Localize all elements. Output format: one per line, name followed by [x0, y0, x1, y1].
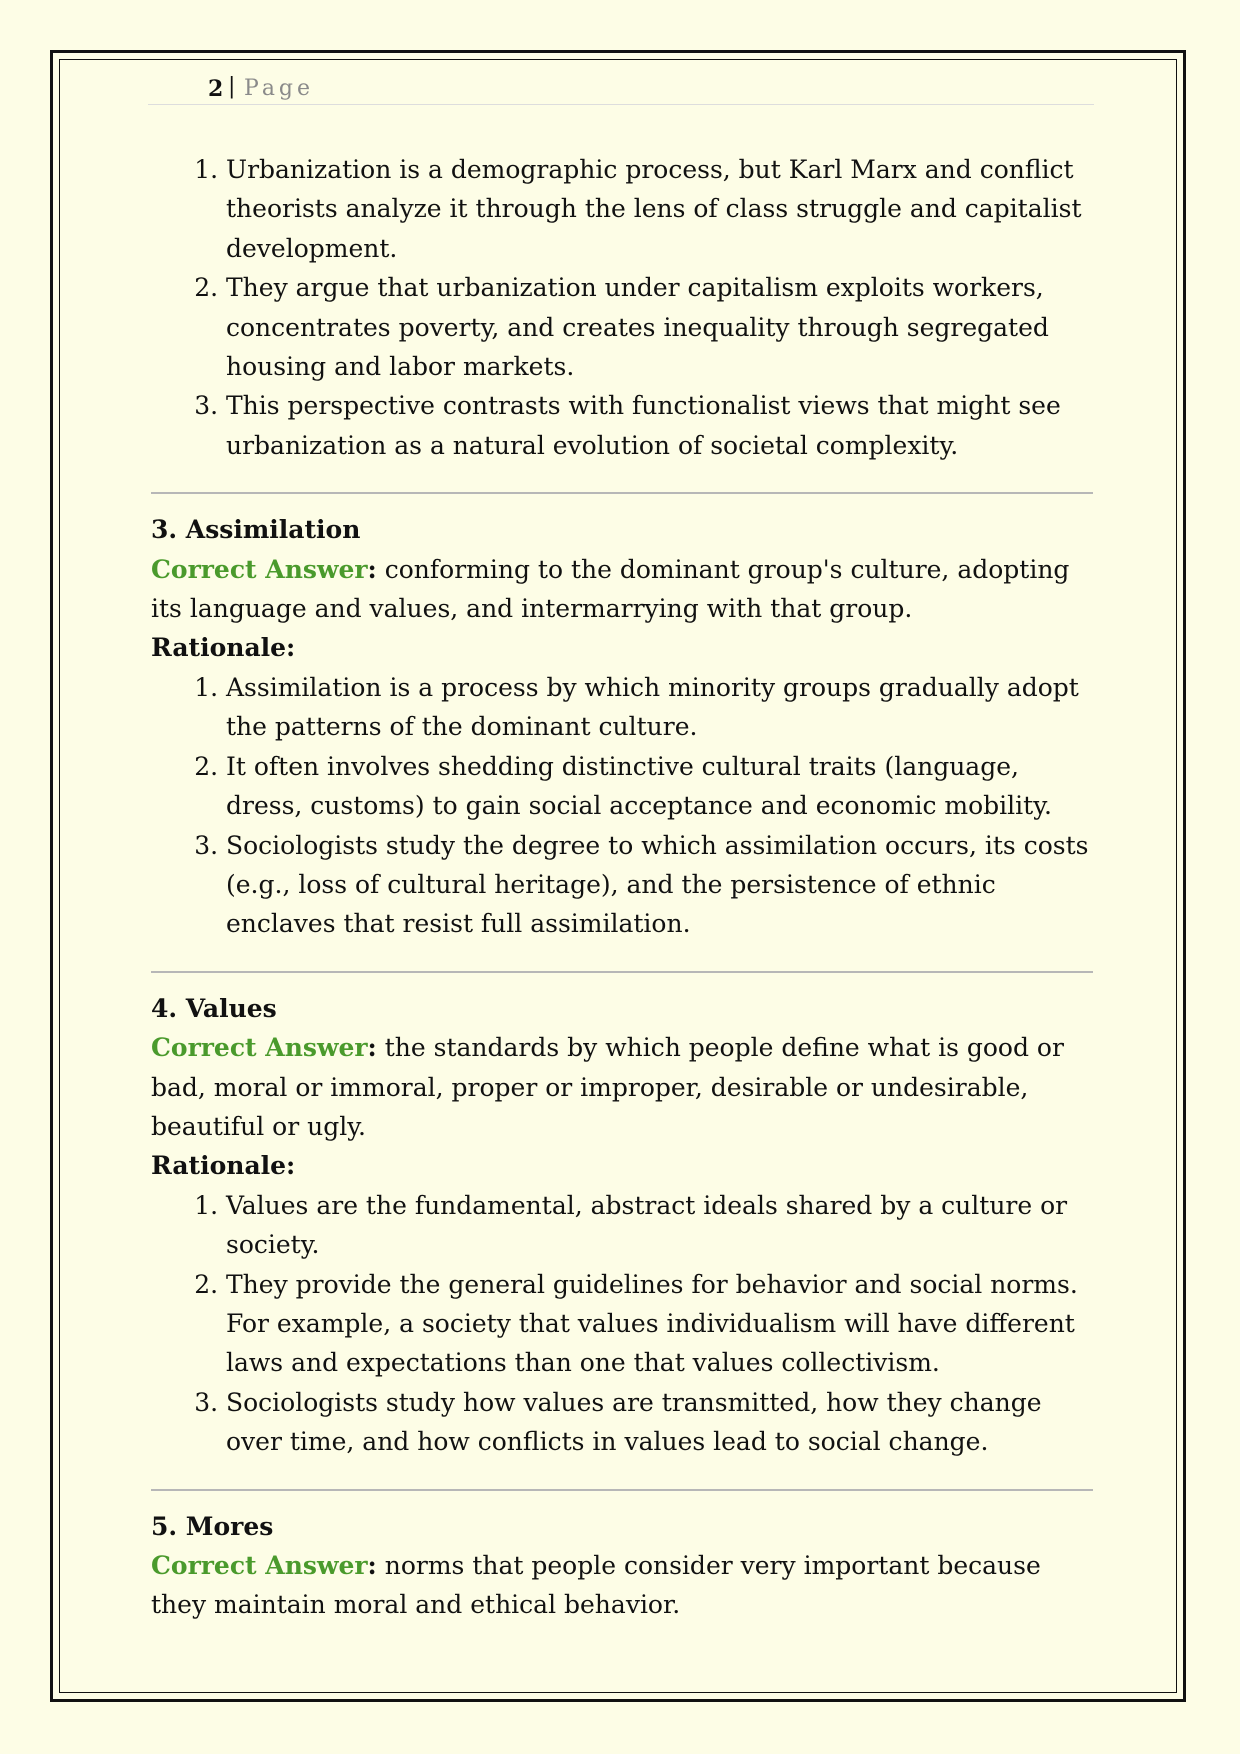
correct-answer-text: conforming to the dominant group's culture, adopting its language and values, and intermarrying with that group.: [151, 554, 1070, 624]
intro-rationale-list: [151, 150, 1093, 465]
list-item: 2. They argue that urbanization under capitalism exploits workers, concentrates poverty, and creates inequality through segregated housing and labor markets.: [226, 268, 1093, 386]
page-header: [148, 74, 1094, 105]
answer-colon: :: [367, 554, 377, 584]
answer-colon: :: [367, 1551, 377, 1580]
correct-answer-text: the standards by which people define what is good or bad, moral or immoral, proper or improper, desirable or undesirable, beautiful or ugly.: [151, 1033, 1064, 1141]
list-item: 1. Urbanization is a demographic process, but Karl Marx and conflict theorists analyze it through the lens of class struggle and capitalist development.: [226, 150, 1093, 268]
rationale-heading: Rationale:: [151, 1151, 296, 1181]
list-item: 1. Values are the fundamental, abstract ideals shared by a culture or society.: [226, 1186, 1093, 1265]
header-separator: |: [228, 74, 236, 99]
section-divider: [151, 1489, 1093, 1491]
section-divider: [151, 492, 1093, 494]
page-number: 2: [208, 76, 224, 102]
correct-answer: [151, 1028, 1093, 1146]
correct-answer: [151, 550, 1093, 629]
correct-answer-text: norms that people consider very important because they maintain moral and ethical behavior.: [151, 1551, 1041, 1620]
correct-answer-label: Correct Answer: [151, 1551, 368, 1580]
list-item: 1. Assimilation is a process by which minority groups gradually adopt the patterns of the dominant culture.: [226, 668, 1093, 747]
section-divider: [151, 971, 1093, 973]
list-item: 3. Sociologists study how values are transmitted, how they change over time, and how conflicts in values lead to social change.: [226, 1383, 1093, 1462]
page-label: Page: [244, 76, 315, 101]
correct-answer-label: Correct Answer: [151, 554, 368, 584]
section-heading: 4. Values: [151, 993, 277, 1023]
question-section-assimilation: [151, 510, 1093, 943]
correct-answer: [151, 1546, 1093, 1625]
answer-colon: :: [367, 1033, 377, 1063]
rationale-heading: Rationale:: [151, 633, 296, 663]
question-section-mores: [151, 1507, 1093, 1625]
document-body: [151, 150, 1093, 1625]
correct-answer-label: Correct Answer: [151, 1033, 368, 1063]
question-section-values: [151, 989, 1093, 1462]
section-heading: 3. Assimilation: [151, 515, 361, 545]
list-item: 3. Sociologists study the degree to which assimilation occurs, its costs (e.g., loss of cultural heritage), and the persistence of ethnic enclaves that resist full assimilation.: [226, 826, 1093, 944]
list-item: 2. It often involves shedding distinctive cultural traits (language, dress, customs) to gain social acceptance and economic mobility.: [226, 747, 1093, 826]
rationale-list: [151, 1186, 1093, 1462]
section-heading: 5. Mores: [151, 1511, 274, 1541]
list-item: 3. This perspective contrasts with functionalist views that might see urbanization as a natural evolution of societal complexity.: [226, 386, 1093, 465]
rationale-list: [151, 668, 1093, 944]
list-item: 2. They provide the general guidelines for behavior and social norms. For example, a society that values individualism will have different laws and expectations than one that values collectivism.: [226, 1265, 1093, 1383]
